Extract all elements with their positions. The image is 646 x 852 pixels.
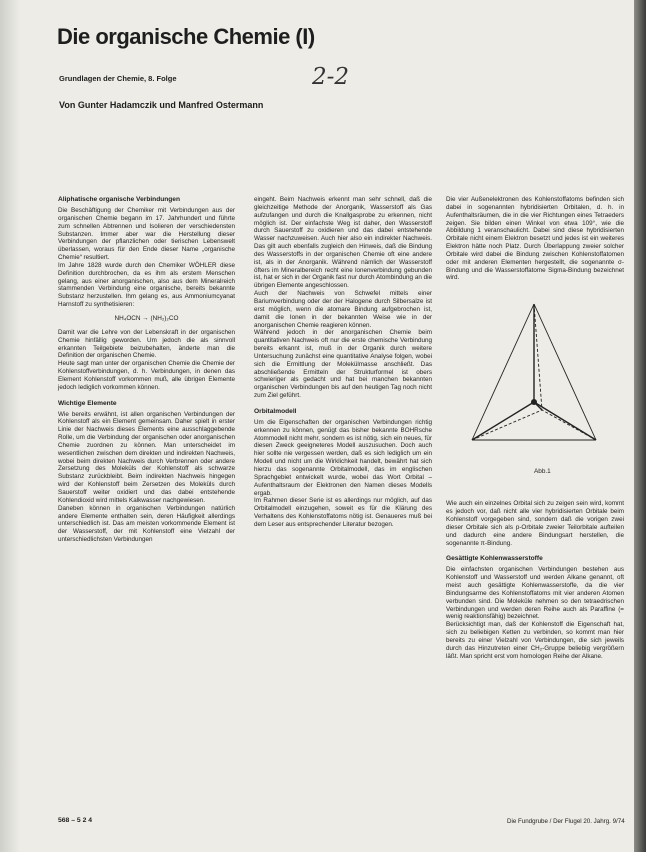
- tetrahedron-edge-hidden: [472, 410, 542, 440]
- paragraph: eingeht. Beim Nachweis erkennt man sehr schnell, daß die gleichzeitige Methode der Anorganik, Wasserstoff als Gas aufzufangen und durch die Knallgasprobe zu erkennen, nicht möglich ist. Der einfachste Weg ist daher, den Wasserstoff durch Sauerstoff zu oxidieren und das dabei entstehende Wasser nachzuweisen. Auch hier also ein indirekter Nachweis. Das gilt auch ebenfalls zugleich den Hinweis, daß die Bindung des Wasserstoffs in der organischen Chemie oft eine andere ist, als in der Anorganik. Während nämlich der Wasserstoff öfters im Mineralbereich recht eine lonenverbindung gebunden ist, hat er sich in der Organik fast nur durch Atombindung an die übrigen Elemente angeschlossen.: [254, 196, 432, 290]
- section-heading: Orbitalmodell: [254, 407, 297, 415]
- orbital-bond: [472, 402, 534, 440]
- series-subtitle: Grundlagen der Chemie, 8. Folge: [59, 74, 177, 83]
- article-title: Die organische Chemie (I): [57, 24, 315, 49]
- tetrahedron-diagram: [446, 282, 622, 482]
- paragraph: Um die Eigenschaften der organischen Verbindungen richtig erkennen zu können, genügt das bisher bekannte BOHRsche Atommodell nicht mehr, sondern es ist nötig, sich ein neues, für diesen Zweck geeigneteres Modell auszusuchen. Doch auch hier sollte nie vergessen werden, daß es sich lediglich um ein Modell und nicht um die Wirklichkeit handelt, bewährt hat sich hierzu das sogenannte Orbitalmodell, das im englischen Sprachgebiet entwickelt wurde, wobei das Wort Orbital – Aufenthaltsraum der Elektronen den Namen dieses Modells ergab.: [254, 418, 432, 497]
- section-heading: Gesättigte Kohlenwasserstoffe: [446, 555, 543, 563]
- section-heading: Aliphatische organische Verbindungen: [58, 196, 181, 203]
- paragraph: Daneben können in organischen Verbindungen natürlich andere Elemente enthalten sein, deren Häufigkeit allerdings unterschiedlich ist. Das am meisten vorkommende Element ist der Wasserstoff, der mit Kohlenstoff eine Vielzahl der unterschiedlichsten Verbindungen: [58, 504, 235, 544]
- paragraph: Während jedoch in der anorganischen Chemie beim quantitativen Nachweis oft nur die erste chemische Verbindung bereits erkannt ist, muß in der Organik durch weitere Untersuchung zunächst eine quantitative Analyse folgen, wobei sich die Ermittlung der Molekülmasse anschließt. Das abschließende Ermitteln der Strukturformel ist obers schwieriger als gedacht und hat bei manchen bekannten organischen Verbindungen bis auf den heutigen Tag noch nicht zum Ziel geführt.: [254, 329, 432, 400]
- paragraph: Wie auch ein einzelnes Orbital sich zu zeigen sein wird, kommt es jedoch vor, daß nicht alle vier hybridisierten Orbitale beim Kohlenstoff vorgegeben sind, sondern daß die vorigen zwei dieser Orbitale sich als p-Orbitale zweier Teilorbitale aufteilen und dadurch eine andere Bindungsart herstellen, die sogenannte π-Bindung.: [446, 500, 624, 547]
- figure-caption: Abb.1: [534, 468, 551, 476]
- section-heading: Wichtige Elemente: [58, 399, 117, 407]
- paragraph: Damit war die Lehre von der Lebenskraft in der organischen Chemie hinfällig geworden. Um jedoch die als sinnvoll erkannten Teilgebiete beizubehalten, änderte man die Definition der organischen Chemie.: [58, 328, 235, 360]
- tetrahedron-edge: [472, 304, 534, 440]
- paragraph: Berücksichtigt man, daß der Kohlenstoff die Eigenschaft hat, sich zu beliebigen Ketten zu verbinden, so kommt man hier bereits zu einer Vielzahl von Verbindungen, die sich jeweils durch das Hinzutreten einer CH₂-Gruppe beliebig vergrößern läßt. Man spricht erst vom homologen Reihe der Alkane.: [446, 621, 624, 660]
- paragraph: Im Jahre 1828 wurde durch den Chemiker WÖHLER diese Definition durchbrochen, da es ihm als erstem Menschen gelang, aus einer anorganischen, also aus dem Mineralreich stammenden Verbindung eine organische, bereits bekannte Substanz herzustellen. Ihm gelang es, aus Ammoniumcyanat Harnstoff zu synthetisieren:: [58, 261, 235, 309]
- paragraph: Auch der Nachweis von Schwefel mittels einer Bariumverbindung oder der der Halogene durch Silbersalze ist erst möglich, wenn die atomare Bindung aufgebrochen ist, damit die Ionen in der bekannten Weise wie in der anorganischen Chemie reagieren können.: [254, 290, 432, 329]
- handwritten-note: 2-2: [312, 64, 350, 90]
- text-column-1: [58, 196, 235, 544]
- text-column-2: [254, 196, 432, 529]
- tetrahedron-edge: [534, 304, 596, 440]
- paragraph: Im Rahmen dieser Serie ist es allerdings nur möglich, auf das Orbitalmodell einzugehen, soweit es für die Klärung des Verhaltens des Kohlenstoffatoms nötig ist. Genaueres muß bei dem Leser aus entsprechender Literatur bezogen.: [254, 497, 432, 528]
- page-fold-shadow: [0, 0, 20, 852]
- authors-line: Von Gunter Hadamczik und Manfred Ostermann: [59, 100, 264, 110]
- carbon-atom: [531, 399, 537, 405]
- text-column-3: [446, 196, 624, 660]
- paragraph: Die einfachsten organischen Verbindungen bestehen aus Kohlenstoff und Wasserstoff und werden Alkane genannt, oft meist auch gesättigte Kohlenwasserstoffe, da die vier Bindungsarme des Kohlenstoffatoms mit vier anderen Atomen verbunden sind. Die Moleküle nehmen so den tetraedrischen Verbindungen und werden deren Reihe auch als Paraffine (= wenig reaktionsfähig) bezeichnet.: [446, 566, 624, 621]
- paragraph: Die Beschäftigung der Chemiker mit Verbindungen aus der organischen Chemie begann im 17. Jahrhundert und führte zum schnellen Abtrennen und Isolieren der verschiedensten Substanzen. Immer aber war die Herstellung dieser Verbindungen der pflanzlichen oder tierischen Lebenswelt überlassen, woraus für den Ende dieser Name „organische Chemie“ resultiert.: [58, 207, 235, 262]
- paragraph: Wie bereits erwähnt, ist allen organischen Verbindungen der Kohlenstoff als ein Element gemeinsam. Daher spielt in erster Linie der Nachweis dieses Elements eine ausschlaggebende Rolle, um die Verbindung der organischen oder anorganischen Chemie zuordnen zu können. Man unterscheidet im wesentlichen zwischen dem direkten und indirekten Nachweis, wobei beim direkten Nachweis durch Verbrennen oder andere Zersetzung des Moleküls der Kohlenstoff als schwarze Substanz zurückbleibt. Beim indirekten Nachweis hingegen wird der Kohlenstoff beim Zersetzen des Moleküls durch Sauerstoff weiter oxidiert und das dabei entstehende Kohlendioxid wird mittels Kalkwasser nachgewiesen.: [58, 410, 235, 504]
- book-edge-shadow: [634, 0, 646, 852]
- orbital-bond: [534, 402, 596, 440]
- chemical-equation: NH₄OCN → (NH₂)₂CO: [114, 314, 179, 322]
- page-number: 568 – 5 2 4: [58, 817, 93, 824]
- tetrahedron-figure: [446, 282, 622, 492]
- paragraph: Die vier Außenelektronen des Kohlenstoffatoms befinden sich dabei in sogenannten hybridisierten Orbitalen, d. h. in Aufenthaltsräumen, die in die vier Richtungen eines Tetraeders zeigen. Sie bilden einen Winkel von etwa 109°, wie die Abbildung 1 veranschaulicht. Dabei sind diese hybridisierten Orbitale nicht einem Elektron besetzt und jedes ist ein weiteres Elektron hätte noch Platz. Durch Überlappung zweier solcher Orbitale wird dabei die Bindung zwischen Kohlenstoffatomen oder mit anderen Elementen hergestellt, die sogenannte σ-Bindung und die Wasserstoffatome Sigma-Bindung bezeichnet wird.: [446, 196, 624, 282]
- paragraph: Heute sagt man unter der organischen Chemie die Chemie der Kohlenstoffverbindungen, d. h. Verbindungen, in denen das Element Kohlenstoff vorkommen muß, alle übrigen Elemente jedoch lediglich vorkommen können.: [58, 360, 235, 391]
- publication-footer: Die Fundgrube / Der Flugel 20. Jahrg. 9/74: [507, 818, 625, 825]
